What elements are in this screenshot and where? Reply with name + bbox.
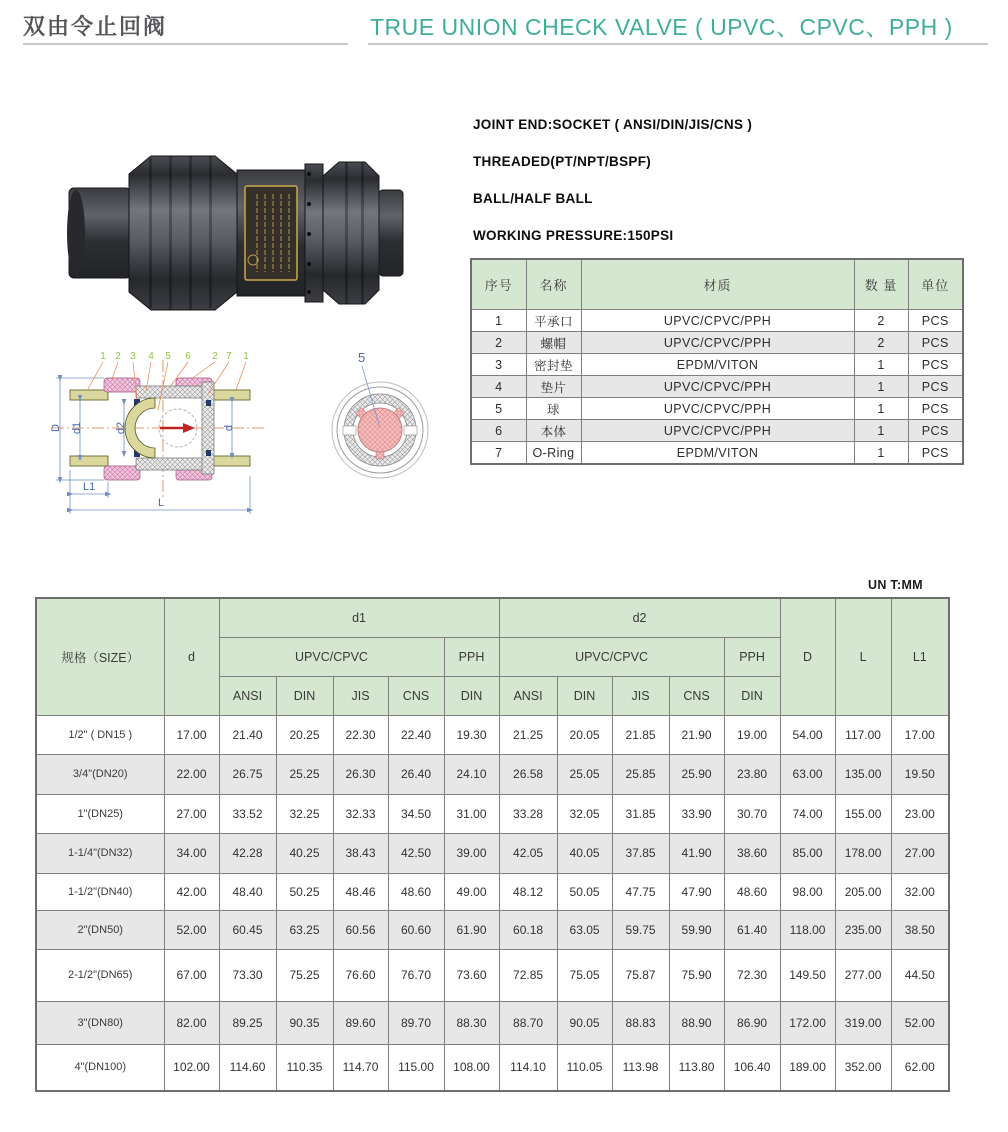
col-d2-pph-din: DIN bbox=[724, 676, 780, 715]
cell: 19.30 bbox=[444, 715, 499, 754]
cell: 4"(DN100) bbox=[36, 1044, 164, 1091]
cell: 50.25 bbox=[276, 873, 333, 910]
callout-2: 2 bbox=[115, 351, 121, 362]
cell: 20.25 bbox=[276, 715, 333, 754]
parts-table-row bbox=[471, 332, 963, 354]
col-group-upvc-d1: UPVC/CPVC bbox=[219, 637, 444, 676]
col-group-pph-d2: PPH bbox=[724, 637, 780, 676]
cell: 1 bbox=[854, 376, 908, 398]
cell: 32.00 bbox=[891, 873, 949, 910]
cell: 21.85 bbox=[612, 715, 669, 754]
cell: 1 bbox=[854, 420, 908, 442]
technical-drawing bbox=[50, 342, 480, 547]
cell: O-Ring bbox=[526, 442, 581, 465]
end-view-callout-5: 5 bbox=[358, 350, 366, 365]
cell: 90.05 bbox=[557, 1001, 612, 1044]
cell: 25.90 bbox=[669, 754, 724, 794]
dim-table-row bbox=[36, 1001, 949, 1044]
cell: 20.05 bbox=[557, 715, 612, 754]
cell: 21.25 bbox=[499, 715, 557, 754]
cell: 24.10 bbox=[444, 754, 499, 794]
col-material: 材质 bbox=[581, 259, 854, 310]
cell: 60.56 bbox=[333, 910, 388, 949]
dim-table-row bbox=[36, 949, 949, 1001]
cell: 48.60 bbox=[388, 873, 444, 910]
cell: 155.00 bbox=[835, 794, 891, 833]
cell: 39.00 bbox=[444, 833, 499, 873]
cell: 113.80 bbox=[669, 1044, 724, 1091]
valve-photo-illustration bbox=[67, 156, 403, 310]
cell: 76.70 bbox=[388, 949, 444, 1001]
cell: 117.00 bbox=[835, 715, 891, 754]
cell: 88.83 bbox=[612, 1001, 669, 1044]
cell: 42.05 bbox=[499, 833, 557, 873]
cell: EPDM/VITON bbox=[581, 354, 854, 376]
cell: 75.05 bbox=[557, 949, 612, 1001]
cell: 352.00 bbox=[835, 1044, 891, 1091]
col-d2-din: DIN bbox=[557, 676, 612, 715]
cell: 23.00 bbox=[891, 794, 949, 833]
parts-table-row bbox=[471, 354, 963, 376]
col-unit: 单位 bbox=[908, 259, 963, 310]
cell: 32.33 bbox=[333, 794, 388, 833]
cell: 2-1/2"(DN65) bbox=[36, 949, 164, 1001]
col-d1-pph-din: DIN bbox=[444, 676, 499, 715]
cell: 76.60 bbox=[333, 949, 388, 1001]
col-d1-jis: JIS bbox=[333, 676, 388, 715]
parts-table-row bbox=[471, 376, 963, 398]
cell: UPVC/CPVC/PPH bbox=[581, 332, 854, 354]
cell: 60.60 bbox=[388, 910, 444, 949]
col-group-pph-d1: PPH bbox=[444, 637, 499, 676]
spec-pressure: WORKING PRESSURE:150PSI bbox=[473, 228, 674, 243]
cell: 38.60 bbox=[724, 833, 780, 873]
cell: 89.70 bbox=[388, 1001, 444, 1044]
callout-1: 1 bbox=[100, 351, 106, 362]
cell: 48.46 bbox=[333, 873, 388, 910]
cell: 球 bbox=[526, 398, 581, 420]
cell: 42.00 bbox=[164, 873, 219, 910]
cell: 2 bbox=[854, 310, 908, 332]
cell: 3 bbox=[471, 354, 526, 376]
cell: 密封垫 bbox=[526, 354, 581, 376]
cell: 31.00 bbox=[444, 794, 499, 833]
cell: 108.00 bbox=[444, 1044, 499, 1091]
dim-label-d: d bbox=[223, 424, 235, 432]
cell: 1-1/2"(DN40) bbox=[36, 873, 164, 910]
cell: PCS bbox=[908, 310, 963, 332]
cell: 106.40 bbox=[724, 1044, 780, 1091]
dim-label-L: L bbox=[158, 497, 165, 509]
cell: 22.30 bbox=[333, 715, 388, 754]
specs-block bbox=[473, 118, 752, 266]
title-underline-left bbox=[23, 43, 348, 45]
cell: 61.90 bbox=[444, 910, 499, 949]
cell: 72.30 bbox=[724, 949, 780, 1001]
cell: PCS bbox=[908, 398, 963, 420]
parts-table-row bbox=[471, 442, 963, 465]
flow-arrow bbox=[160, 423, 195, 433]
cell: 82.00 bbox=[164, 1001, 219, 1044]
cell: 26.30 bbox=[333, 754, 388, 794]
callout-8: 7 bbox=[226, 351, 232, 362]
dim-header-row-1 bbox=[36, 598, 949, 637]
cell: 48.60 bbox=[724, 873, 780, 910]
cell: 21.40 bbox=[219, 715, 276, 754]
cell: 25.05 bbox=[557, 754, 612, 794]
cell: 26.58 bbox=[499, 754, 557, 794]
cell: 34.50 bbox=[388, 794, 444, 833]
cell: 32.05 bbox=[557, 794, 612, 833]
cell: 72.85 bbox=[499, 949, 557, 1001]
cell: 50.05 bbox=[557, 873, 612, 910]
cell: 277.00 bbox=[835, 949, 891, 1001]
cell: 110.35 bbox=[276, 1044, 333, 1091]
cell: 63.00 bbox=[780, 754, 835, 794]
cell: 44.50 bbox=[891, 949, 949, 1001]
cross-section-view bbox=[50, 351, 266, 514]
col-d2-cns: CNS bbox=[669, 676, 724, 715]
cell: 60.45 bbox=[219, 910, 276, 949]
cell: 114.60 bbox=[219, 1044, 276, 1091]
cell: 1-1/4"(DN32) bbox=[36, 833, 164, 873]
cell: 19.50 bbox=[891, 754, 949, 794]
cell: 33.28 bbox=[499, 794, 557, 833]
callout-4: 4 bbox=[148, 351, 154, 362]
cell: 34.00 bbox=[164, 833, 219, 873]
cell: 1 bbox=[854, 442, 908, 465]
col-no: 序号 bbox=[471, 259, 526, 310]
cell: PCS bbox=[908, 420, 963, 442]
cell: 47.75 bbox=[612, 873, 669, 910]
cell: 38.50 bbox=[891, 910, 949, 949]
cell: 74.00 bbox=[780, 794, 835, 833]
cell: 319.00 bbox=[835, 1001, 891, 1044]
cell: 22.00 bbox=[164, 754, 219, 794]
cell: 48.12 bbox=[499, 873, 557, 910]
cell: 32.25 bbox=[276, 794, 333, 833]
cell: 7 bbox=[471, 442, 526, 465]
cell: 88.70 bbox=[499, 1001, 557, 1044]
dim-label-D: D bbox=[50, 424, 62, 432]
cell: 23.80 bbox=[724, 754, 780, 794]
cell: 67.00 bbox=[164, 949, 219, 1001]
col-L1: L1 bbox=[891, 598, 949, 715]
col-name: 名称 bbox=[526, 259, 581, 310]
cell: 31.85 bbox=[612, 794, 669, 833]
cell: 19.00 bbox=[724, 715, 780, 754]
col-D: D bbox=[780, 598, 835, 715]
product-photo bbox=[57, 148, 409, 320]
cell: 88.90 bbox=[669, 1001, 724, 1044]
cell: 17.00 bbox=[891, 715, 949, 754]
cell: 1 bbox=[471, 310, 526, 332]
cell: 88.30 bbox=[444, 1001, 499, 1044]
cell: 1"(DN25) bbox=[36, 794, 164, 833]
cell: 42.50 bbox=[388, 833, 444, 873]
cell: 98.00 bbox=[780, 873, 835, 910]
cell: 73.60 bbox=[444, 949, 499, 1001]
dim-table-row bbox=[36, 715, 949, 754]
dim-table-row bbox=[36, 833, 949, 873]
cell: 26.75 bbox=[219, 754, 276, 794]
cell: PCS bbox=[908, 376, 963, 398]
cell: 75.25 bbox=[276, 949, 333, 1001]
cell: 48.40 bbox=[219, 873, 276, 910]
cell: UPVC/CPVC/PPH bbox=[581, 420, 854, 442]
cell: 59.90 bbox=[669, 910, 724, 949]
parts-table-row bbox=[471, 420, 963, 442]
cell: 3"(DN80) bbox=[36, 1001, 164, 1044]
cell: 89.25 bbox=[219, 1001, 276, 1044]
cell: 113.98 bbox=[612, 1044, 669, 1091]
col-group-upvc-d2: UPVC/CPVC bbox=[499, 637, 724, 676]
cell: UPVC/CPVC/PPH bbox=[581, 398, 854, 420]
callout-6: 6 bbox=[185, 351, 191, 362]
cell: 42.28 bbox=[219, 833, 276, 873]
cell: 85.00 bbox=[780, 833, 835, 873]
dim-table-row bbox=[36, 873, 949, 910]
spec-ball: BALL/HALF BALL bbox=[473, 191, 593, 206]
cell: 86.90 bbox=[724, 1001, 780, 1044]
cell: 30.70 bbox=[724, 794, 780, 833]
cell: 38.43 bbox=[333, 833, 388, 873]
cell: 63.05 bbox=[557, 910, 612, 949]
cell: 54.00 bbox=[780, 715, 835, 754]
cell: 33.90 bbox=[669, 794, 724, 833]
col-L: L bbox=[835, 598, 891, 715]
cell: EPDM/VITON bbox=[581, 442, 854, 465]
cell: 114.70 bbox=[333, 1044, 388, 1091]
cell: 205.00 bbox=[835, 873, 891, 910]
cell: 89.60 bbox=[333, 1001, 388, 1044]
parts-table bbox=[470, 258, 964, 465]
cell: 135.00 bbox=[835, 754, 891, 794]
cell: UPVC/CPVC/PPH bbox=[581, 310, 854, 332]
cell: 52.00 bbox=[164, 910, 219, 949]
col-d1-cns: CNS bbox=[388, 676, 444, 715]
cell: 178.00 bbox=[835, 833, 891, 873]
cell: 本体 bbox=[526, 420, 581, 442]
col-d: d bbox=[164, 598, 219, 715]
cell: 6 bbox=[471, 420, 526, 442]
cell: 2"(DN50) bbox=[36, 910, 164, 949]
dim-table-row bbox=[36, 754, 949, 794]
dim-table-row bbox=[36, 910, 949, 949]
cell: PCS bbox=[908, 332, 963, 354]
cell: 73.30 bbox=[219, 949, 276, 1001]
cell: 115.00 bbox=[388, 1044, 444, 1091]
cell: UPVC/CPVC/PPH bbox=[581, 376, 854, 398]
cell: 垫片 bbox=[526, 376, 581, 398]
cell: 49.00 bbox=[444, 873, 499, 910]
cell: 61.40 bbox=[724, 910, 780, 949]
dimensions-table bbox=[35, 597, 950, 1092]
cell: 1 bbox=[854, 398, 908, 420]
title-underline-right bbox=[368, 43, 988, 45]
col-size: 规格（SIZE） bbox=[36, 598, 164, 715]
dim-table-row bbox=[36, 794, 949, 833]
col-d1-din: DIN bbox=[276, 676, 333, 715]
col-d2-ansi: ANSI bbox=[499, 676, 557, 715]
cell: 22.40 bbox=[388, 715, 444, 754]
dim-label-L1: L1 bbox=[83, 481, 96, 493]
parts-table-row bbox=[471, 398, 963, 420]
callout-9: 1 bbox=[243, 351, 249, 362]
col-d2-jis: JIS bbox=[612, 676, 669, 715]
dim-table-row bbox=[36, 1044, 949, 1091]
page-title-en: TRUE UNION CHECK VALVE ( UPVC、CPVC、PPH ) bbox=[370, 14, 953, 40]
cell: 189.00 bbox=[780, 1044, 835, 1091]
dim-table-body bbox=[36, 715, 949, 1091]
cell: 40.05 bbox=[557, 833, 612, 873]
end-view bbox=[332, 350, 428, 478]
cell: 62.00 bbox=[891, 1044, 949, 1091]
cell: 118.00 bbox=[780, 910, 835, 949]
cell: 47.90 bbox=[669, 873, 724, 910]
cell: 114.10 bbox=[499, 1044, 557, 1091]
cell: 149.50 bbox=[780, 949, 835, 1001]
callout-7: 2 bbox=[212, 351, 218, 362]
cell: 25.25 bbox=[276, 754, 333, 794]
dim-label-d2: d2 bbox=[115, 421, 127, 435]
cell: 27.00 bbox=[891, 833, 949, 873]
cell: 59.75 bbox=[612, 910, 669, 949]
unit-note: UN T:MM bbox=[868, 578, 923, 592]
callout-numbers bbox=[100, 351, 249, 362]
cell: 3/4"(DN20) bbox=[36, 754, 164, 794]
cell: 平承口 bbox=[526, 310, 581, 332]
cell: 63.25 bbox=[276, 910, 333, 949]
cell: 37.85 bbox=[612, 833, 669, 873]
cell: 螺帽 bbox=[526, 332, 581, 354]
cell: 17.00 bbox=[164, 715, 219, 754]
cell: 235.00 bbox=[835, 910, 891, 949]
cell: 110.05 bbox=[557, 1044, 612, 1091]
callout-5: 5 bbox=[165, 351, 171, 362]
callout-3: 3 bbox=[130, 351, 136, 362]
cell: 75.87 bbox=[612, 949, 669, 1001]
cell: 2 bbox=[854, 332, 908, 354]
cell: 33.52 bbox=[219, 794, 276, 833]
cell: 90.35 bbox=[276, 1001, 333, 1044]
cell: 75.90 bbox=[669, 949, 724, 1001]
col-group-d2: d2 bbox=[499, 598, 780, 637]
cell: 2 bbox=[471, 332, 526, 354]
cell: 4 bbox=[471, 376, 526, 398]
col-qty: 数 量 bbox=[854, 259, 908, 310]
cell: 60.18 bbox=[499, 910, 557, 949]
dim-label-d1: d1 bbox=[71, 421, 83, 435]
parts-table-body bbox=[471, 310, 963, 465]
cell: 25.85 bbox=[612, 754, 669, 794]
spec-threaded: THREADED(PT/NPT/BSPF) bbox=[473, 154, 652, 169]
cell: 1/2" ( DN15 ) bbox=[36, 715, 164, 754]
page-title-cn: 双由令止回阀 bbox=[23, 14, 168, 39]
col-group-d1: d1 bbox=[219, 598, 499, 637]
cell: 102.00 bbox=[164, 1044, 219, 1091]
col-d1-ansi: ANSI bbox=[219, 676, 276, 715]
cell: PCS bbox=[908, 354, 963, 376]
spec-joint-end: JOINT END:SOCKET ( ANSI/DIN/JIS/CNS ) bbox=[473, 117, 753, 132]
cell: 40.25 bbox=[276, 833, 333, 873]
cell: 41.90 bbox=[669, 833, 724, 873]
cell: 172.00 bbox=[780, 1001, 835, 1044]
cell: 27.00 bbox=[164, 794, 219, 833]
cell: 1 bbox=[854, 354, 908, 376]
cell: 52.00 bbox=[891, 1001, 949, 1044]
parts-table-header-row bbox=[471, 259, 963, 310]
cell: PCS bbox=[908, 442, 963, 465]
parts-table-row bbox=[471, 310, 963, 332]
cell: 21.90 bbox=[669, 715, 724, 754]
cell: 5 bbox=[471, 398, 526, 420]
cell: 26.40 bbox=[388, 754, 444, 794]
